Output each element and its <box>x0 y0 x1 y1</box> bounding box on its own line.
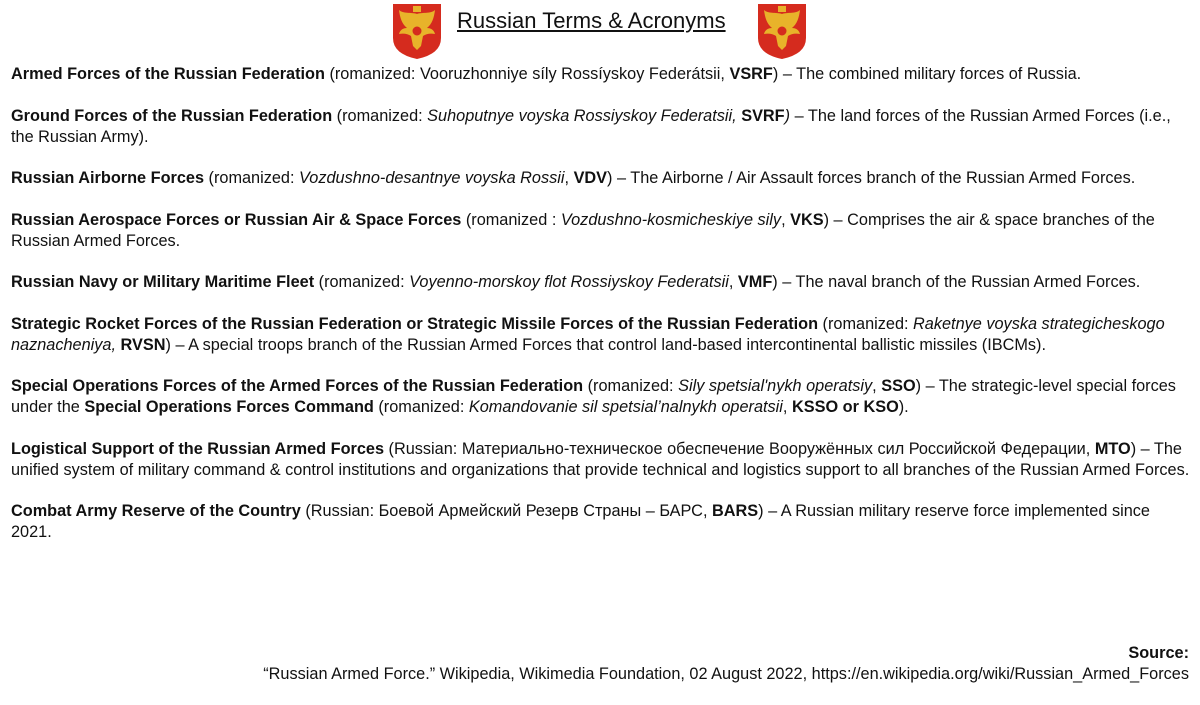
term-entry-svrf: Ground Forces of the Russian Federation (romanized: Suhoputnye voyska Rossiyskoy Federatsii, SVRF) – The land forces of the Russian Armed Forces (i.e., the Russian Army). <box>11 106 1171 146</box>
romanized-name: Sily spetsial'nykh operatsiy <box>678 377 873 395</box>
term-description: – The naval branch of the Russian Armed Forces. <box>777 273 1141 291</box>
term-name: Strategic Rocket Forces of the Russian Federation or Strategic Missile Forces of the Russian Federation <box>11 314 819 333</box>
acronym: VMF <box>737 273 773 291</box>
acronym: VKS <box>790 210 824 229</box>
term-description: ) – The unified system of military command & control institutions and organizations that provide technical and logistics support to all branches of the Russian Armed Forces. <box>11 439 1190 479</box>
russian-name: (Russian: Боевой Армейский Резерв Страны – БАРС, <box>300 502 712 520</box>
term-description: ) – A Russian military reserve force implemented since 2021. <box>11 502 1150 541</box>
term-name: Combat Army Reserve of the Country <box>11 502 301 520</box>
term-description: – Comprises the air & space branches of the Russian Armed Forces. <box>11 210 1155 250</box>
page-title: Russian Terms & Acronyms <box>457 8 726 33</box>
term-description: – The Airborne / Air Assault forces branch of the Russian Armed Forces. <box>612 169 1136 187</box>
romanized-name: Vooruzhonniye síly Rossíyskoy Federátsii <box>419 65 721 83</box>
terms-list <box>11 64 1191 564</box>
term-entry-mto <box>11 439 1191 481</box>
term-name: Russian Aerospace Forces or Russian Air & Space Forces <box>11 210 462 229</box>
acronym: KSSO or KSO <box>791 398 899 416</box>
acronym: BARS <box>712 502 759 520</box>
term-description: – The land forces of the Russian Armed Forces (i.e., the Russian Army). <box>11 106 1171 146</box>
acronym: SVRF <box>741 106 785 125</box>
russian-name: (Russian: Материально-техническое обеспечение Вооружённых сил Российской Федерации, <box>384 439 1095 458</box>
term-entry-rvsn: Strategic Rocket Forces of the Russian Federation or Strategic Missile Forces of the Russian Federation (romanized: Raketnye voyska strategicheskogo naznacheniya, RVSN) – A special troops branch of the Russian Armed Forces that control land-based intercontinental ballistic missiles (IBCMs). <box>11 314 1165 354</box>
term-description: ) – The strategic-level special forces under the <box>11 377 1176 416</box>
term-entry-sso: Special Operations Forces of the Armed Forces of the Russian Federation (romanized: Sily spetsial'nykh operatsiy, SSO) – The strategic-level special forces under the Special Operations Forces Command (romanized: Komandovanie sil spetsial’nalnykh operatsii, KSSO or KSO). <box>11 377 1176 416</box>
acronym: SSO <box>881 377 916 395</box>
command-name: Special Operations Forces Command <box>84 398 374 416</box>
source-text: “Russian Armed Force.” Wikipedia, Wikimedia Foundation, 02 August 2022, https://en.wikipedia.org/wiki/Russian_Armed_Forces <box>263 665 1189 683</box>
acronym: VDV <box>573 169 608 187</box>
term-name: Russian Airborne Forces <box>11 169 205 187</box>
romanized-name: Komandovanie sil spetsial’nalnykh operatsii <box>468 398 783 416</box>
term-name: Russian Navy or Military Maritime Fleet <box>11 273 315 291</box>
romanized-name: Vozdushno-desantnye voyska Rossii <box>299 169 565 187</box>
term-name: Special Operations Forces of the Armed Forces of the Russian Federation <box>11 377 584 395</box>
header <box>0 0 1200 62</box>
term-description: – The combined military forces of Russia. <box>778 65 1082 83</box>
term-entry-bars <box>11 501 1191 543</box>
russian-coat-of-arms-icon <box>756 2 808 60</box>
russian-coat-of-arms-icon <box>391 2 443 60</box>
acronym: VSRF <box>729 65 773 83</box>
acronym: MTO <box>1094 439 1131 458</box>
term-entry-vks: Russian Aerospace Forces or Russian Air & Space Forces (romanized : Vozdushno-kosmicheskiye sily, VKS) – Comprises the air & space branches of the Russian Armed Forces. <box>11 210 1155 250</box>
acronym: RVSN <box>120 335 166 354</box>
term-entry-vmf: Russian Navy or Military Maritime Fleet (romanized: Voyenno-morskoy flot Rossiyskoy Federatsii, VMF) – The naval branch of the Russian Armed Forces. <box>11 273 1141 291</box>
romanized-name: Raketnye voyska strategicheskogo naznacheniya, <box>11 314 1165 354</box>
romanized-name: Suhoputnye voyska Rossiyskoy Federatsii, <box>427 106 737 125</box>
romanized-name: Voyenno-morskoy flot Rossiyskoy Federatsii <box>409 273 729 291</box>
term-entry-vdv: Russian Airborne Forces (romanized: Vozdushno-desantnye voyska Rossii, VDV) – The Airborne / Air Assault forces branch of the Russian Armed Forces. <box>11 169 1136 187</box>
term-entry-vsrf: Armed Forces of the Russian Federation (romanized: Vooruzhonniye síly Rossíyskoy Federátsii, VSRF) – The combined military forces of Russia. <box>11 65 1082 83</box>
term-name: Armed Forces of the Russian Federation <box>11 65 325 83</box>
source-label: Source: <box>1128 644 1189 662</box>
term-description: – A special troops branch of the Russian Armed Forces that control land-based intercontinental ballistic missiles (IBCMs). <box>170 335 1046 354</box>
term-name: Ground Forces of the Russian Federation <box>11 106 333 125</box>
romanized-name: Vozdushno-kosmicheskiye sily <box>560 210 782 229</box>
term-name: Logistical Support of the Russian Armed Forces <box>11 439 385 458</box>
source-citation <box>263 643 1189 685</box>
